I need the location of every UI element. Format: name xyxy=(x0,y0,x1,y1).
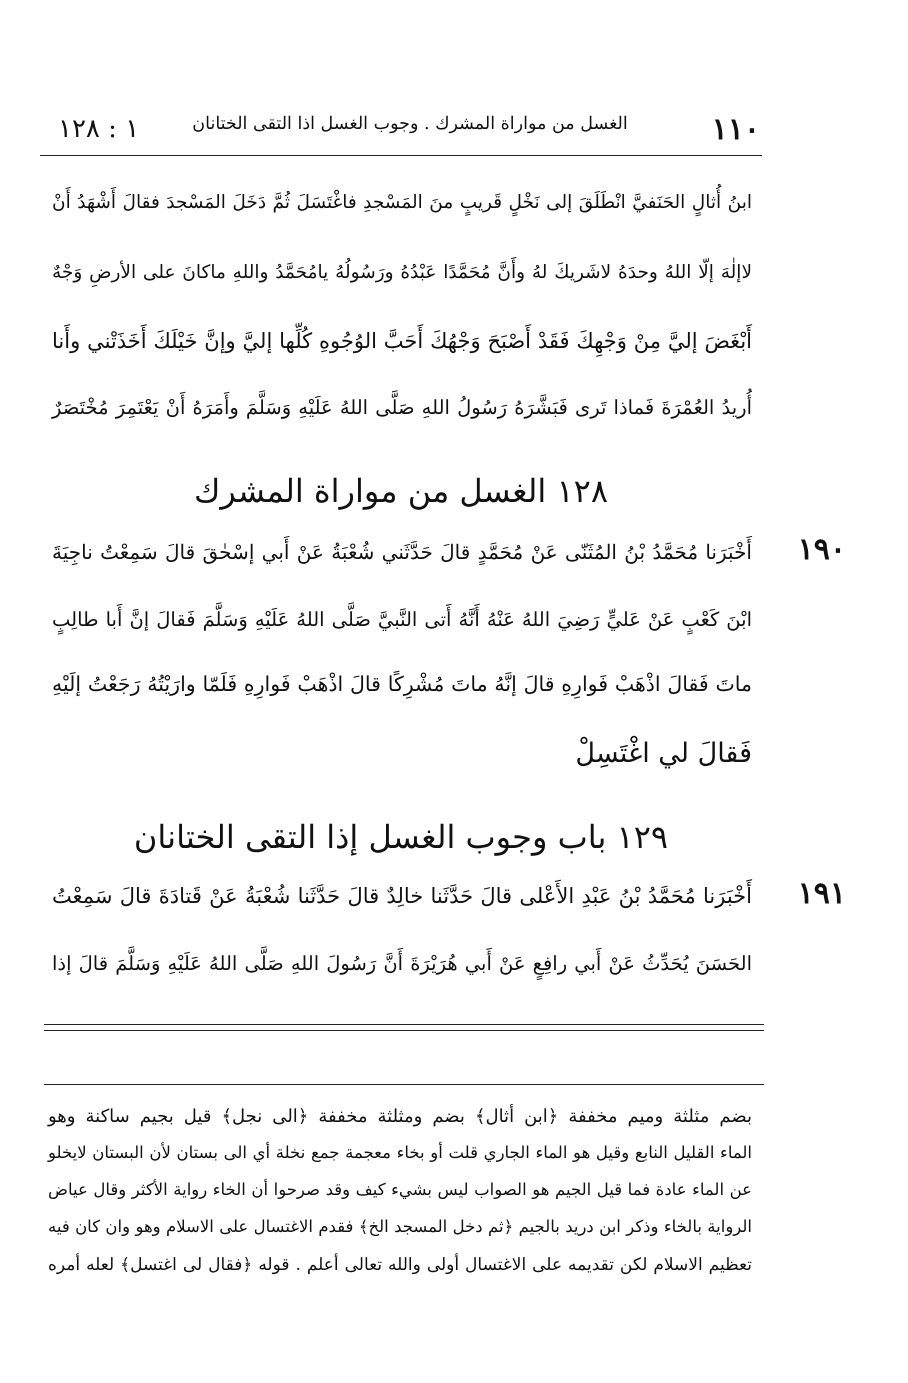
text-line: الحَسَنَ يُحَدِّثُ عَنْ أَبي رافِعٍ عَنْ أَبي هُرَيْرَةَ أَنَّ رَسُولَ اللهِ صَلَّى اللهُ عَلَيْهِ وَسَلَّمَ قالَ إذا xyxy=(52,952,752,975)
double-rule xyxy=(44,1024,764,1031)
running-title: الغسل من مواراة المشرك . وجوب الغسل اذا التقى الختانان xyxy=(192,114,628,134)
page-header xyxy=(40,108,760,154)
header-rule xyxy=(40,155,762,156)
notes-rule xyxy=(44,1084,764,1085)
text-line: لاإلٰهَ إلّا اللهُ وحدَهُ لاشَريكَ لهُ وأَنَّ مُحَمَّدًا عَبْدُهُ ورَسُولُهُ يامُحَمَّدُ واللهِ ماكانَ على الأرضِ وَجْهٌ xyxy=(52,262,752,283)
chapter-heading: ١٢٩ باب وجوب الغسل إذا التقى الختانان xyxy=(133,818,669,856)
text-line: أَخْبَرَنا مُحَمَّدُ بْنُ عَبْدِ الأَعْلى قالَ حَدَّثَنا خالِدٌ قالَ حَدَّثَنا شُعْبَةُ عَنْ قَتادَةَ قالَ سَمِعْتُ xyxy=(52,884,752,908)
page-number: ١١٠ xyxy=(711,112,760,147)
text-line: ابنُ أُثالٍ الحَنَفيَّ انْطَلَقَ إلى نَخْلٍ قَريبٍ منَ المَسْجدِ فاغْتَسَلَ ثُمَّ دَخَلَ المَسْجدَ فقالَ أَشْهَدُ أَنْ xyxy=(52,192,752,213)
note-line: بضم مثلثة وميم مخففة ﴿ابن أثال﴾ بضم ومثلثة مخففة ﴿الى نجل﴾ قيل بجيم ساكنة وهو xyxy=(48,1106,752,1127)
hadith-number: ١٩٠ xyxy=(797,532,846,567)
text-line: ابْنَ كَعْبٍ عَنْ عَليٍّ رَضِيَ اللهُ عَنْهُ أَنَّهُ أَتى النَّبيَّ صَلَّى اللهُ عَلَيْهِ وَسَلَّمَ فَقالَ إنَّ أَبا طالِبٍ xyxy=(52,608,752,631)
text-line: فَقالَ لي اغْتَسِلْ xyxy=(575,738,752,769)
note-line: الرواية بالخاء وذكر ابن دريد بالجيم ﴿ثم دخل المسجد الخ﴾ فقدم الاغتسال على الاسلام وهو وان كان فيه xyxy=(48,1217,752,1236)
note-line: الماء القليل النابع وقيل هو الماء الجاري قلت أو بخاء معجمة جمع نخلة أي الى بستان لأن البستان لايخلو xyxy=(48,1143,752,1162)
text-line: أُريدُ العُمْرَةَ فَماذا تَرى فَبَشَّرَهُ رَسُولُ اللهِ صَلَّى اللهُ عَلَيْهِ وَسَلَّمَ وأَمَرَهُ أَنْ يَعْتَمِرَ مُخْتَصَرٌ xyxy=(52,396,752,419)
note-line: عن الماء عادة فما قيل الجيم هو الصواب ليس بشيء كيف وقد صرحوا أن الخاء رواية الأكثر وقال عياض xyxy=(48,1180,752,1199)
note-line: تعظيم الاسلام لكن تقديمه على الاغتسال أولى والله تعالى أعلم . قوله ﴿فقال لى اغتسل﴾ لعله أمره xyxy=(48,1255,752,1275)
chapter-heading: ١٢٨ الغسل من مواراة المشرك xyxy=(194,472,608,510)
text-line: أَبْغَضَ إليَّ مِنْ وَجْهِكَ فَقَدْ أَصْبَحَ وَجْهُكَ أَحَبَّ الوُجُوهِ كُلِّها إليَّ وإنَّ خَيْلَكَ أَخَذَتْني وأَنا xyxy=(52,329,752,353)
text-line: أَخْبَرَنا مُحَمَّدُ بْنُ المُثَنّى عَنْ مُحَمَّدٍ قالَ حَدَّثَني شُعْبَةُ عَنْ أَبي إسْحٰقَ قالَ سَمِعْتُ ناجِيَةَ xyxy=(52,540,752,564)
section-reference: ١ : ١٢٨ xyxy=(58,114,140,144)
text-line: ماتَ فَقالَ اذْهَبْ فَوارِهِ قالَ إنَّهُ ماتَ مُشْرِكًا قالَ اذْهَبْ فَوارِهِ فَلَمّا وارَيْتُهُ رَجَعْتُ إلَيْهِ xyxy=(52,672,752,696)
hadith-number: ١٩١ xyxy=(797,876,846,911)
